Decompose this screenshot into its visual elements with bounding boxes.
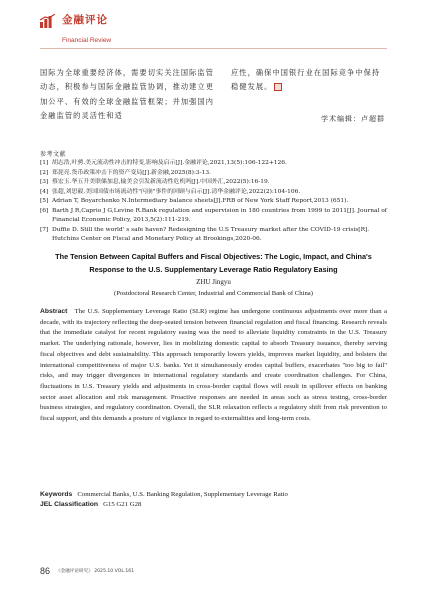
article-affiliation: (Postdoctoral Research Center, Industrial and Commercial Bank of China) bbox=[113, 290, 313, 297]
body-text-right: 应性，确保中国银行业在国际竞争中保持稳健发展。 bbox=[231, 68, 381, 92]
reference-text: 张超,刘思毅.美国国债市场流动性"闪崩"事件的回顾与启示[J].清华金融评论,2022(2):104-106. bbox=[52, 188, 301, 195]
body-text-right-column bbox=[231, 66, 383, 95]
keywords-text: Commercial Banks, U.S. Banking Regulation, Supplementary Leverage Ratio bbox=[77, 491, 288, 498]
reference-number: [3] bbox=[40, 179, 49, 185]
abstract-label: Abstract bbox=[40, 308, 68, 315]
academic-editor: 学术编辑：卢超群 bbox=[321, 115, 385, 123]
jel-classification bbox=[40, 501, 387, 508]
end-mark-icon bbox=[274, 83, 282, 91]
references-title: 参考文献 bbox=[40, 151, 67, 158]
journal-footer: 《金融评论研究》 2025.10 VOL.161 bbox=[56, 569, 135, 574]
keywords-label: Keywords bbox=[40, 491, 73, 498]
page-number: 86 bbox=[40, 566, 51, 576]
reference-item bbox=[40, 169, 390, 179]
reference-number: [5] bbox=[40, 198, 49, 204]
reference-item bbox=[40, 178, 390, 188]
reference-item bbox=[40, 188, 390, 198]
reference-item bbox=[40, 207, 390, 226]
reference-number: [7] bbox=[40, 226, 49, 233]
reference-text: Adrian T, Boyarchenko N.Intermediary balance sheets[J].FRB of New York Staff Report,2013 (651). bbox=[52, 198, 349, 204]
keywords bbox=[40, 490, 387, 501]
journal-logo-icon bbox=[40, 14, 56, 28]
reference-item bbox=[40, 197, 390, 207]
reference-text: 蔡宏玉.华五升美联储加息,输美会引发新流动性危机吗[J].中国外汇,2022(5):16-19. bbox=[52, 179, 270, 185]
journal-subtitle: Financial Review bbox=[62, 37, 112, 44]
body-text-left-column: 国际为全球重要经济体，需要切实关注国际监管动态，积极参与国际金融监管协调，推动建立更加公平、有效的全球金融监管框架；并加强国内金融监管的灵活性和适 bbox=[40, 68, 215, 120]
reference-number: [4] bbox=[40, 188, 49, 195]
jel-codes: G15 G21 G28 bbox=[103, 501, 142, 508]
reference-text: 郑琵亮.货币政策冲击下的资产变局[J].新金融,2025(8):3-13. bbox=[52, 169, 212, 176]
reference-number: [2] bbox=[40, 169, 49, 176]
reference-text: Duffie D. Still the world' s safe haven? Redesigning the U.S Treasury market after the COVID-19 crisis[R]. Hutchins Center on Fiscal and Monetary Policy at Brookings,2020-06. bbox=[52, 226, 370, 242]
references-list bbox=[40, 159, 390, 245]
header-divider bbox=[40, 48, 387, 49]
reference-item bbox=[40, 226, 390, 245]
reference-item bbox=[40, 159, 390, 169]
reference-text: Barth J R,Caprio J G,Levine R.Bank regulation and supervision in 180 countries from 1999 to 2011[J]. Journal of Financial Economic Policy, 2013,5(2):111-219. bbox=[52, 207, 387, 223]
article-author: ZHU Jingyu bbox=[196, 278, 231, 286]
article-title: The Tension Between Capital Buffers and Fiscal Objectives: The Logic, Impact, and China's Response to the U.S. Supplementary Leverage Ratio Regulatory Easing bbox=[55, 252, 372, 274]
abstract-text: The U.S. Supplementary Leverage Ratio (SLR) regime has undergone continuous adjustments over more than a decade, with its trajectory reflecting the deep-seated tension between financial regulation and fiscal financing. Research reveals that the immediate catalyst for recent regulatory easing was the need to alleviate liquidity constraints in the U.S. Treasury market. The underlying rationale, however, lies in mobilizing domestic capital to absorb Treasury issuance, thereby serving fiscal objectives and debt sustainability. This approach temporarily lowers yields, improves market liquidity, and bolsters the international competitiveness of major U.S. banks. Yet it simultaneously erodes capital buffers, exacerbates "too big to fail" risks, and may trigger divergences in international regulatory standards and create coordination challenges. For China, fluctuations in U.S. Treasury yields and adjustments in cross-border capital flows will result in spillover effects on banking sector asset allocation and risk management. Proactive responses are needed in areas such as stress testing, cross-border business strategies, and regulatory coordination. Overall, the SLR relaxation reflects a regulatory shift from risk prevention to fiscal support, and this demands a posture of vigilance in regard to externalities and long-term costs. bbox=[40, 308, 387, 423]
jel-label: JEL Classification bbox=[40, 501, 99, 508]
reference-number: [1] bbox=[40, 160, 49, 166]
reference-number: [6] bbox=[40, 207, 49, 214]
abstract bbox=[40, 307, 387, 425]
journal-title: 金融评论 bbox=[62, 14, 108, 26]
reference-text: 胡志浩,叶骋.美元流动性冲击的特变,影响及启示[J].金融评论,2021,13(5):106-122+126. bbox=[52, 160, 287, 166]
